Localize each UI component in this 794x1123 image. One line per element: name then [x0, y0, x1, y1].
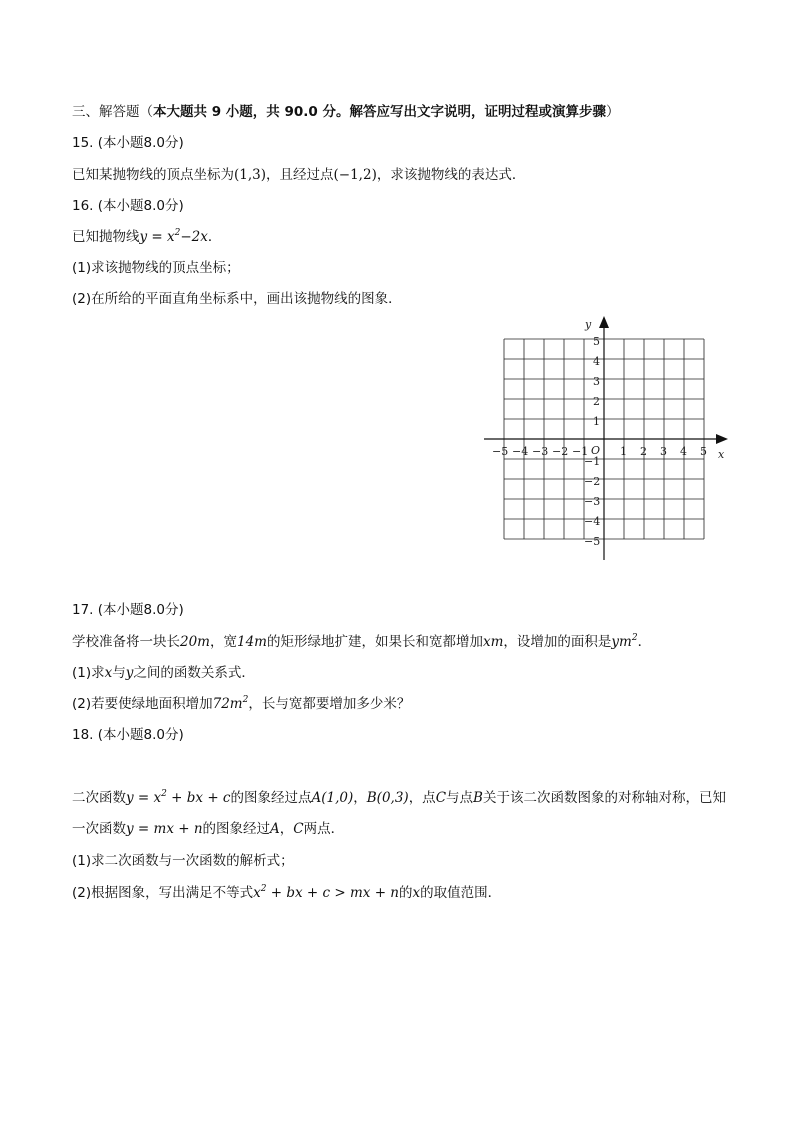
section-info: 本大题共 9 小题，共 90.0 分。解答应写出文字说明，证明过程或演算步骤: [153, 104, 607, 120]
q16-part1: (1)求该抛物线的顶点坐标；: [72, 260, 240, 276]
y-tick-labels: [584, 335, 600, 548]
q18-header: 18. (本小题8.0分): [72, 727, 184, 743]
q15-text: 已知某抛物线的顶点坐标为(1,3)，且经过点(−1,2)，求该抛物线的表达式．: [72, 167, 526, 183]
x-tick-label: −1: [572, 445, 589, 458]
vertex-point: (1,3): [234, 167, 267, 183]
x-tick-label: 5: [700, 445, 707, 458]
q18-part2: (2)根据图象，写出满足不等式$x^2$ + bx + c > mx + n的x的取值范围．: [72, 884, 502, 901]
q16-text: 已知抛物线$y = x^2-2x$．: [72, 228, 222, 245]
q16-header: 16. (本小题8.0分): [72, 198, 184, 214]
y-tick-label: −2: [584, 475, 601, 488]
parabola-equation: $y = x^2-2x$: [139, 228, 208, 245]
x-axis-arrow: [716, 434, 728, 444]
q18-text-line2: 一次函数y = mx + n的图象经过A，C两点．: [72, 821, 345, 837]
x-tick-label: 3: [660, 445, 667, 458]
q15-header: 15. (本小题8.0分): [72, 135, 184, 151]
q16-part2: (2)在所给的平面直角坐标系中，画出该抛物线的图象．: [72, 291, 402, 307]
section-heading: 三、解答题（本大题共 9 小题，共 90.0 分。解答应写出文字说明，证明过程或演算步骤）: [72, 104, 620, 120]
y-tick-label: 1: [593, 415, 600, 428]
origin-label: O: [591, 444, 601, 457]
y-axis-arrow: [599, 316, 609, 328]
y-tick-label: −3: [584, 495, 601, 508]
x-axis-label: x: [718, 448, 725, 461]
y-tick-label: −5: [584, 535, 601, 548]
x-tick-label: −3: [532, 445, 549, 458]
q18-part1: (1)求二次函数与一次函数的解析式；: [72, 853, 294, 869]
x-tick-label: −5: [492, 445, 509, 458]
q17-part2: (2)若要使绿地面积增加$72m^2$，长与宽都要增加多少米？: [72, 695, 411, 712]
coordinate-grid: [478, 312, 730, 564]
x-tick-label: −4: [512, 445, 529, 458]
x-tick-label: 4: [680, 445, 687, 458]
y-tick-label: 3: [593, 375, 600, 388]
y-tick-label: 2: [593, 395, 600, 408]
pass-point: (−1,2): [333, 167, 377, 183]
q17-header: 17. (本小题8.0分): [72, 602, 184, 618]
y-tick-label: 5: [593, 335, 600, 348]
x-tick-label: −2: [552, 445, 569, 458]
x-tick-label: 1: [620, 445, 627, 458]
y-tick-label: −1: [584, 455, 601, 468]
q17-text: 学校准备将一块长20m，宽14m的矩形绿地扩建，如果长和宽都增加xm，设增加的面积是$ym^2$．: [72, 633, 652, 650]
y-tick-label: −4: [584, 515, 601, 528]
y-axis-label: y: [585, 318, 592, 331]
y-tick-label: 4: [593, 355, 600, 368]
q18-text-line1: 二次函数$y = x^2$ + bx + c的图象经过点A(1,0)，B(0,3)，点C与点B关于该二次函数图象的对称轴对称，已知: [72, 789, 726, 806]
q17-part1: (1)求x与y之间的函数关系式．: [72, 665, 255, 681]
x-tick-label: 2: [640, 445, 647, 458]
